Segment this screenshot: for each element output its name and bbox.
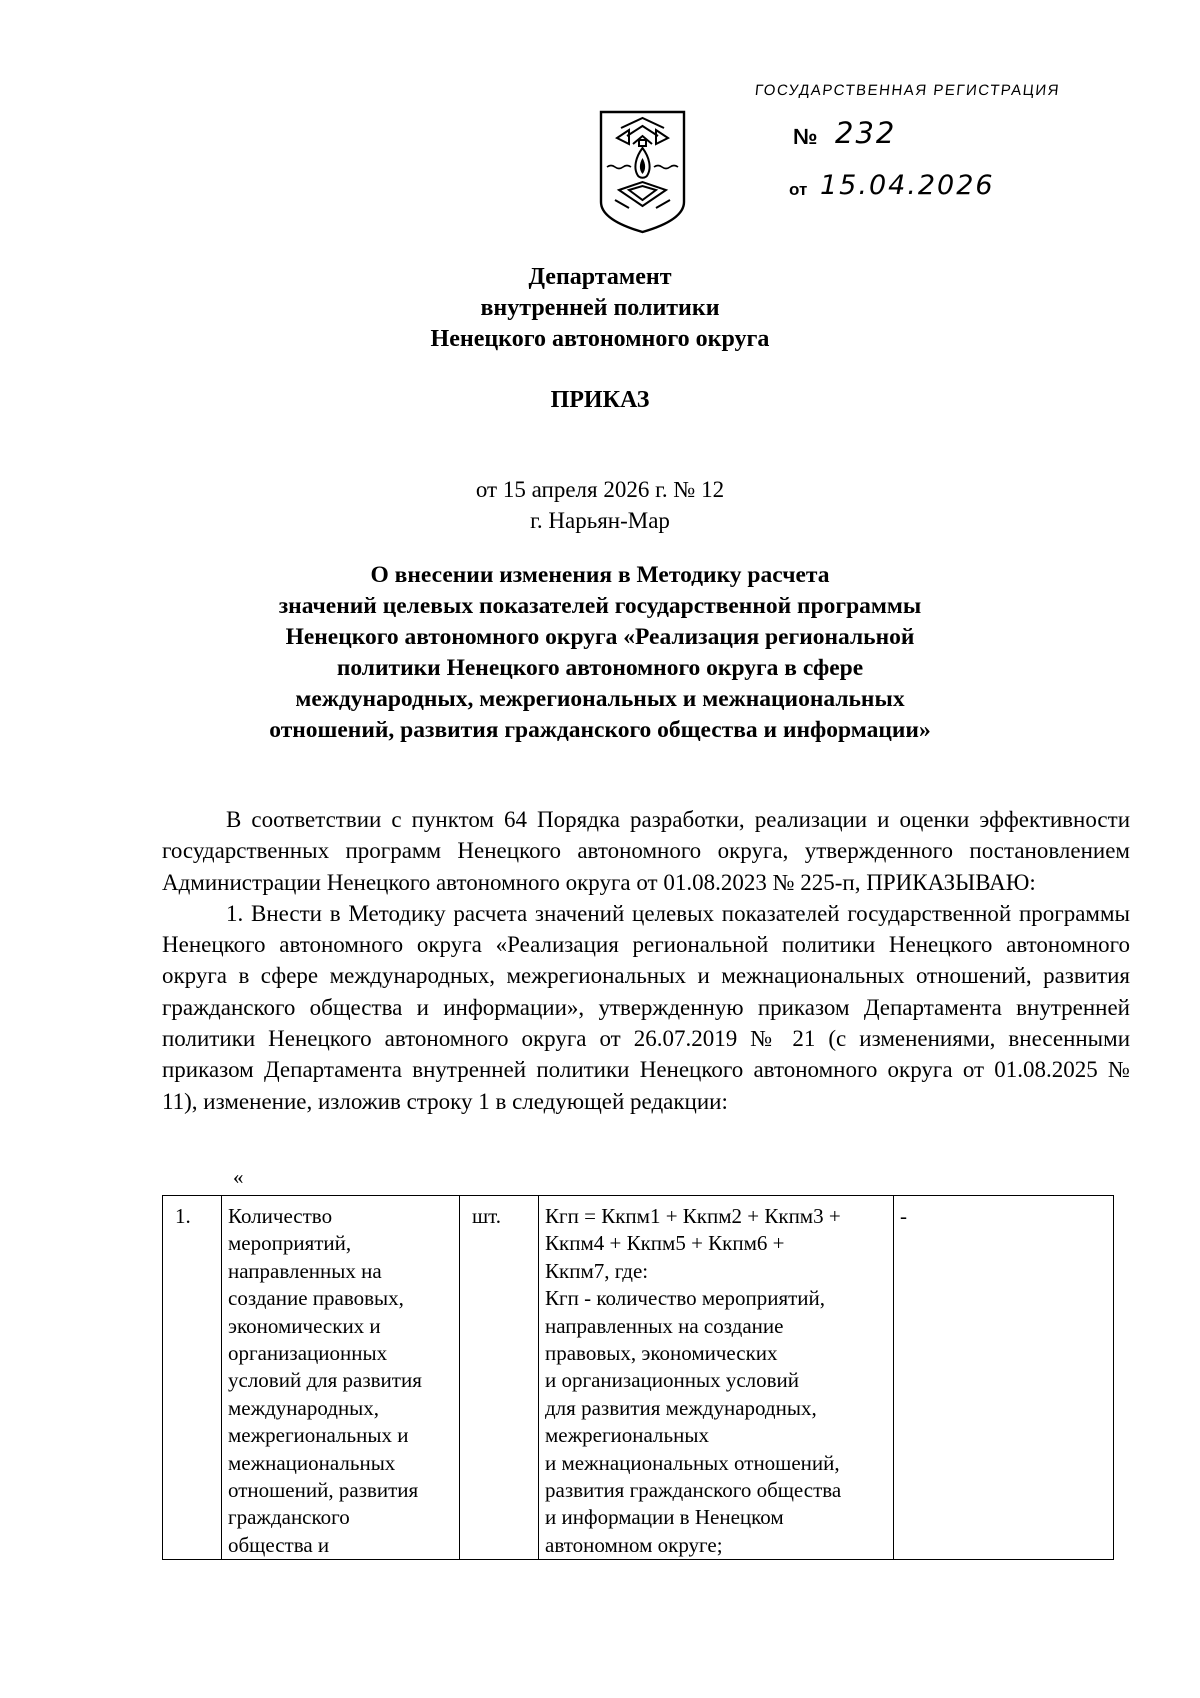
subject-line: отношений, развития гражданского общества и информации»: [269, 717, 931, 743]
formula-cell: [539, 1196, 894, 1560]
indicator-name-cell: [222, 1196, 460, 1560]
formula-line: Ккпм7, где:: [545, 1258, 649, 1283]
indicator-line: создание правовых,: [228, 1286, 404, 1311]
document-type-title: ПРИКАЗ: [550, 387, 650, 413]
stamp-date: 15.04.2026: [820, 170, 995, 201]
opening-quote: «: [233, 1165, 244, 1189]
department-line-2: внутренней политики: [480, 295, 720, 321]
indicator-line: организационных: [228, 1341, 388, 1366]
formula-line: Ккпм4 + Ккпм5 + Ккпм6 +: [545, 1231, 785, 1256]
formula-line: для развития международных,: [545, 1395, 817, 1420]
indicator-line: отношений, развития: [228, 1478, 419, 1503]
formula-line: и информации в Ненецком: [545, 1505, 784, 1530]
formula-line: и межнациональных отношений,: [545, 1450, 840, 1475]
department-line-3: Ненецкого автономного округа: [430, 326, 770, 352]
subject-line: Ненецкого автономного округа «Реализация региональной: [285, 624, 915, 650]
coat-of-arms-icon: [599, 110, 686, 234]
indicator-line: направленных на: [228, 1258, 382, 1283]
table-row: [163, 1196, 1114, 1560]
body-paragraph-item-1: 1. Внести в Методику расчета значений целевых показателей государственной программы Ненецкого автономного округа «Реализация региональной политики Ненецкого автономного округа в сфере международных, межрегиональных и межнациональных отношений, развития гражданского общества и информации», утвержденную приказом Департамента внутренней политики Ненецкого автономного округа от 26.07.2019 № 21 (с изменениями, внесенными приказом Департамента внутренней политики Ненецкого автономного округа от 01.08.2025 № 11), изменение, изложив строку 1 в следующей редакции:: [162, 900, 1130, 1114]
stamp-title: ГОСУДАРСТВЕННАЯ РЕГИСТРАЦИЯ: [754, 82, 1061, 99]
row-number-cell: 1.: [163, 1196, 222, 1560]
indicator-table: [162, 1195, 1114, 1560]
indicator-line: межнациональных: [228, 1450, 396, 1475]
formula-line: автономном округе;: [545, 1532, 723, 1557]
subject-line: значений целевых показателей государственной программы: [278, 593, 922, 619]
indicator-line: межрегиональных и: [228, 1423, 409, 1448]
order-subject: [0, 560, 1200, 746]
indicator-line: общества и: [228, 1532, 330, 1557]
formula-line: направленных на создание: [545, 1313, 784, 1338]
subject-line: политики Ненецкого автономного округа в сфере: [336, 655, 864, 681]
order-city: г. Нарьян-Мар: [530, 508, 670, 533]
unit-cell: шт.: [460, 1196, 539, 1560]
subject-line: международных, межрегиональных и межнациональных: [295, 686, 905, 712]
department-name: [0, 262, 1200, 355]
stamp-date-label: от: [789, 180, 808, 199]
indicator-line: мероприятий,: [228, 1231, 352, 1256]
formula-line: правовых, экономических: [545, 1341, 778, 1366]
order-date-number: от 15 апреля 2026 г. № 12: [475, 477, 725, 502]
indicator-line: международных,: [228, 1395, 380, 1420]
formula-line: развития гражданского общества: [545, 1478, 842, 1503]
order-date-block: [0, 474, 1200, 536]
subject-line: О внесении изменения в Методику расчета: [370, 562, 830, 588]
formula-line: и организационных условий: [545, 1368, 800, 1393]
indicator-line: экономических и: [228, 1313, 381, 1338]
department-line-1: Департамент: [528, 264, 672, 290]
formula-line: Кгп - количество мероприятий,: [545, 1286, 826, 1311]
indicator-line: условий для развития: [228, 1368, 422, 1393]
formula-line: Кгп = Ккпм1 + Ккпм2 + Ккпм3 +: [545, 1204, 841, 1228]
order-body: [162, 804, 1130, 1117]
registration-stamp: [754, 82, 1061, 212]
stamp-number: 232: [835, 116, 897, 150]
indicator-line: гражданского: [228, 1505, 350, 1530]
stamp-number-label: №: [793, 124, 818, 149]
indicator-line: Количество: [228, 1204, 333, 1228]
body-paragraph-preamble: В соответствии с пунктом 64 Порядка разработки, реализации и оценки эффективности государственных программ Ненецкого автономного округа, утвержденного постановлением Администрации Ненецкого автономного округа от 01.08.2023 № 225-п, ПРИКАЗЫВАЮ:: [162, 807, 1130, 895]
formula-line: межрегиональных: [545, 1423, 709, 1448]
source-cell: -: [894, 1196, 1114, 1560]
